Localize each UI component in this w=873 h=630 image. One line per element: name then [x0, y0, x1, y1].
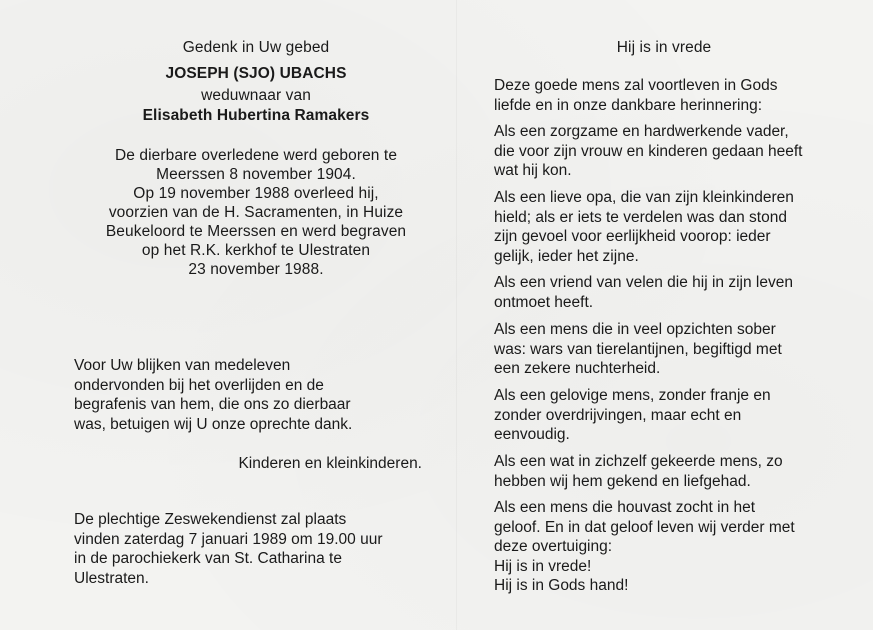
poem-paragraph: [494, 122, 802, 181]
family-signature: Kinderen en kleinkinderen.: [238, 455, 422, 472]
thanks-paragraph: [74, 356, 352, 434]
bio-line: De dierbare overledene werd geboren te: [114, 147, 398, 164]
relation-text: weduwnaar van: [201, 87, 311, 104]
poem-line: Als een mens die houvast zocht in het: [494, 499, 756, 516]
poem-line: hebben wij hem gekend en liefgehad.: [494, 472, 751, 490]
poem-line: geloof. En in dat geloof leven wij verder met: [494, 518, 795, 536]
poem-line: Als een wat in zichzelf gekeerde mens, zo: [494, 453, 783, 470]
deceased-name: JOSEPH (SJO) UBACHS: [165, 65, 347, 82]
service-paragraph: [74, 510, 383, 588]
bio-line: Op 19 november 1988 overleed hij,: [133, 185, 379, 202]
poem-paragraph: [494, 498, 795, 596]
poem-line: Als een mens die in veel opzichten sober: [494, 321, 776, 338]
poem-line: gelijk, ieder het zijne.: [494, 247, 639, 265]
service-line: vinden zaterdag 7 januari 1989 om 19.00 uur: [74, 530, 383, 548]
poem-line: was: wars van tierelantijnen, begiftigd met: [494, 340, 782, 358]
bio-line: voorzien van de H. Sacramenten, in Huize: [108, 204, 404, 221]
service-line: Ulestraten.: [74, 569, 149, 587]
poem-line: wat hij kon.: [494, 162, 572, 179]
poem-paragraph: [494, 76, 777, 115]
poem-line: Als een gelovige mens, zonder franje en: [494, 387, 771, 404]
poem-line: eenvoudig.: [494, 426, 570, 443]
thanks-line: ondervonden bij het overlijden en de: [74, 376, 324, 394]
poem-line: ontmoet heeft.: [494, 293, 594, 311]
thanks-line: begrafenis van hem, die ons zo dierbaar: [74, 396, 351, 413]
poem-paragraph: [494, 273, 793, 312]
poem-line: liefde en in onze dankbare herinnering:: [494, 96, 762, 114]
poem-line: Hij is in vrede!: [494, 557, 592, 575]
poem-line: Als een lieve opa, die van zijn kleinkinderen: [494, 189, 794, 206]
right-heading: Hij is in vrede: [616, 39, 712, 56]
poem-paragraph: [494, 320, 782, 379]
poem-line: zonder overdrijvingen, maar echt en: [494, 406, 742, 424]
bio-line: op het R.K. kerkhof te Ulestraten: [141, 242, 371, 259]
poem-paragraph: [494, 386, 771, 445]
poem-line: een zekere nuchterheid.: [494, 360, 661, 377]
poem-line: deze overtuiging:: [494, 538, 613, 555]
poem-line: zijn gevoel voor eerlijkheid voorop: ieder: [494, 228, 771, 245]
poem-line: Hij is in Gods hand!: [494, 577, 629, 594]
poem-line: hield; als er iets te verdelen was dan stond: [494, 208, 787, 226]
spouse-name: Elisabeth Hubertina Ramakers: [142, 107, 370, 124]
poem-line: die voor zijn vrouw en kinderen gedaan heeft: [494, 142, 803, 160]
thanks-line: was, betuigen wij U onze oprechte dank.: [74, 415, 353, 433]
poem-paragraph: [494, 452, 783, 491]
left-heading: Gedenk in Uw gebed: [182, 39, 330, 56]
poem-line: Als een vriend van velen die hij in zijn leven: [494, 274, 793, 291]
poem-line: Deze goede mens zal voortleven in Gods: [494, 77, 778, 94]
bio-line: Beukeloord te Meerssen en werd begraven: [105, 223, 407, 240]
service-line: De plechtige Zeswekendienst zal plaats: [74, 511, 347, 528]
thanks-line: Voor Uw blijken van medeleven: [74, 357, 291, 374]
poem-paragraph: [494, 188, 794, 266]
bio-line: Meerssen 8 november 1904.: [156, 166, 356, 183]
bio-line: 23 november 1988.: [188, 261, 324, 278]
card-fold-line: [456, 0, 457, 630]
poem-line: Als een zorgzame en hardwerkende vader,: [494, 123, 789, 140]
service-line: in de parochiekerk van St. Catharina te: [74, 550, 342, 567]
